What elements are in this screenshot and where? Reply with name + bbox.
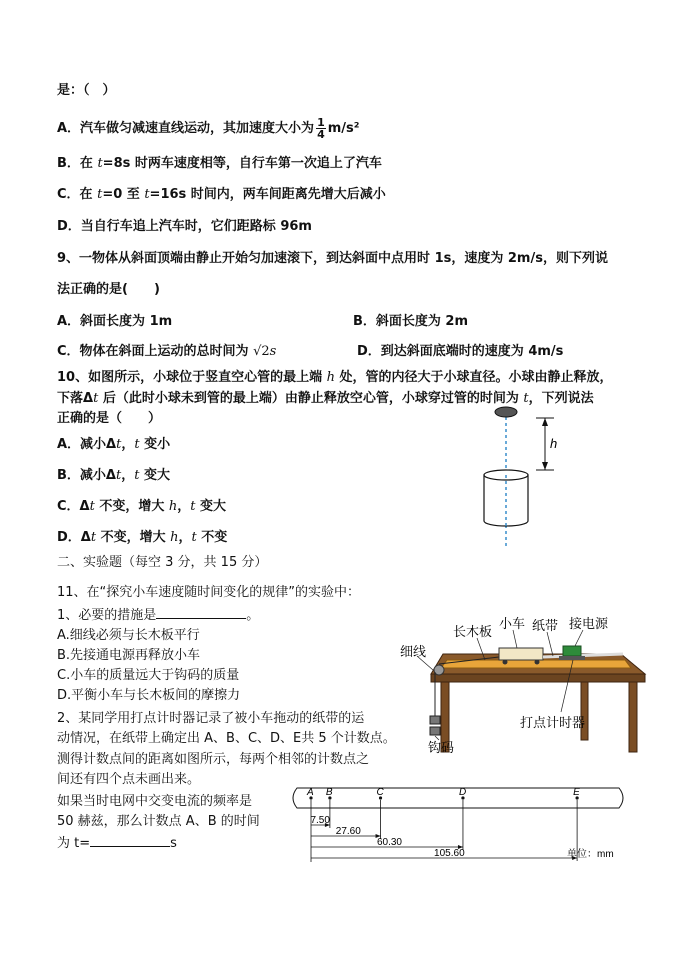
q10-d-mid2: ， <box>178 530 192 545</box>
label-string: 细线 <box>400 644 427 659</box>
timer-base <box>559 656 585 660</box>
ball <box>495 407 517 417</box>
option-c-post: =16s 时间内，两车间距离先增大后减小 <box>149 187 386 202</box>
q10-l1-post: 处，管的内径大于小球直径。小球由静止释放， <box>335 370 613 385</box>
q11-option-b: B.先接通电源再释放小车 <box>57 648 201 663</box>
prev-stem-tail: 是：（ ） <box>57 83 116 98</box>
answer-blank[interactable] <box>156 618 246 619</box>
q11-sub3-pre: 为 t= <box>57 836 91 851</box>
option-c-pre: C．物体在斜面上运动的总时间为 <box>57 344 254 359</box>
var-t: t <box>523 391 529 406</box>
q10-b-post: 变大 <box>139 468 170 483</box>
q11-option-d: D.平衡小车与长木板间的摩擦力 <box>57 688 241 703</box>
var-t: t <box>97 156 103 171</box>
q10-l2-pre: 下落Δ <box>57 391 94 406</box>
q10-l2-post: ，下列说法 <box>528 391 594 406</box>
tape-distance-label: 27.60 <box>335 826 361 837</box>
answer-blank-time[interactable] <box>90 846 170 847</box>
leader-tape <box>547 632 553 656</box>
q10-stem-line3: 正确的是（ ） <box>57 411 162 426</box>
q11-sub2-line1: 2、某同学用打点计时器记录了被小车拖动的纸带的运 <box>57 711 365 726</box>
q11-sub3-line1: 如果当时电网中交变电流的频率是 <box>57 794 253 809</box>
var-t: t <box>89 499 95 514</box>
q10-d-post: 不变 <box>196 530 228 545</box>
var-t: t <box>90 530 97 545</box>
fraction <box>316 117 326 140</box>
q10-stem-line1 <box>57 368 613 388</box>
option-a-text: A．汽车做匀减速直线运动，其加速度大小为 <box>57 121 315 136</box>
tape-point-label: E <box>573 787 580 798</box>
var-t: t <box>97 187 103 202</box>
q10-l1-pre: 10、如图所示，小球位于竖直空心管的最上端 <box>57 370 327 385</box>
weight-top <box>430 716 440 724</box>
var-t: t <box>116 437 122 452</box>
q11-sub3-line2: 50 赫兹，那么计数点 A、B 的时间 <box>57 814 260 829</box>
q10-b-pre: B．减小Δ <box>57 468 116 483</box>
tape-distance-label: 60.30 <box>376 837 403 848</box>
tape-distance-label: 105.60 <box>434 848 465 859</box>
q10-c-mid: 不变，增大 <box>94 499 169 514</box>
var-t: t <box>115 468 122 483</box>
q11-option-a: A.细线必须与长木板平行 <box>57 628 200 643</box>
unit-s: s <box>269 344 277 359</box>
var-h: h <box>170 530 179 545</box>
q11-sub3-post: s <box>170 836 177 851</box>
q10-l2-mid: 后（此时小球未到管的最上端）由静止释放空心管，小球穿过管的时间为 <box>98 391 524 406</box>
prev-option-c <box>57 185 386 205</box>
q9-stem-line2: 法正确的是( ) <box>57 282 160 297</box>
unit-label: 单位：mm <box>567 849 614 860</box>
tape-point-label: C <box>376 787 384 798</box>
tape-distance-label: 7.50 <box>310 815 330 826</box>
q11-option-c: C.小车的质量远大于钩码的质量 <box>57 668 240 683</box>
q10-c-pre: C．Δ <box>57 499 90 514</box>
var-t: t <box>134 437 140 452</box>
q10-a-mid: ， <box>121 437 135 452</box>
var-t: t <box>190 499 196 514</box>
table-edge <box>431 674 645 682</box>
q9-option-a: A．斜面长度为 1m <box>57 314 173 329</box>
q10-option-a <box>57 435 170 455</box>
q10-a-pre: A．减小Δ <box>57 437 117 452</box>
q10-d-pre: D．Δ <box>57 530 91 545</box>
option-c-mid: =0 至 <box>102 187 145 202</box>
prev-option-b <box>57 154 382 174</box>
var-t: t <box>134 468 140 483</box>
option-c-pre: C．在 <box>57 187 98 202</box>
cart-experiment-figure <box>395 612 657 764</box>
q11-sub1-post: 。 <box>246 608 260 623</box>
ball-tube-figure <box>470 405 570 547</box>
timer-body <box>563 646 581 656</box>
label-timer: 打点计时器 <box>520 715 586 730</box>
label-weight: 钩码 <box>428 740 455 755</box>
h-arrow-down <box>542 462 548 470</box>
weight-bottom <box>430 727 440 735</box>
q9-option-d: D．到达斜面底端时的速度为 4m/s <box>357 344 564 359</box>
q11-sub2-line2: 动情况，在纸带上确定出 A、B、C、D、E共 5 个计数点。 <box>57 731 396 746</box>
h-label: h <box>550 436 558 451</box>
var-h: h <box>168 499 178 514</box>
q10-a-post: 变小 <box>139 437 171 452</box>
var-t: t <box>191 530 197 545</box>
q9-stem-line1: 9、一物体从斜面顶端由静止开始匀加速滚下，到达斜面中点用时 1s，速度为 2m/s，则下列说 <box>57 251 608 266</box>
sqrt-two: √2 <box>253 344 270 359</box>
q9-option-c <box>57 342 276 362</box>
cart-body <box>499 648 543 660</box>
cart-wheel <box>535 660 540 665</box>
leader-power <box>575 630 583 646</box>
label-board: 长木板 <box>453 624 493 639</box>
q11-sub2-line3: 测得计数点间的距离如图所示，每两个相邻的计数点之 <box>57 752 370 767</box>
option-b-post: =8s 时两车速度相等，自行车第一次追上了汽车 <box>102 156 382 171</box>
q10-option-d <box>57 528 227 548</box>
q9-option-b: B．斜面长度为 2m <box>353 314 469 329</box>
leader-cart <box>513 630 517 648</box>
var-t: t <box>144 187 150 202</box>
q10-b-mid: ， <box>121 468 135 483</box>
q10-d-mid: 不变，增大 <box>96 530 171 545</box>
tape-point-label: D <box>458 787 467 798</box>
label-power: 接电源 <box>569 616 609 631</box>
q11-sub1 <box>57 606 259 626</box>
h-arrow-up <box>542 418 548 426</box>
table-leg-right <box>629 682 637 752</box>
paper-tape-figure <box>283 784 633 864</box>
option-b-pre: B．在 <box>57 156 98 171</box>
fraction-denominator: 4 <box>317 128 325 141</box>
option-a-unit: m/s² <box>327 121 360 136</box>
label-tape: 纸带 <box>532 618 559 633</box>
q10-c-mid2: ， <box>177 499 191 514</box>
q10-c-post: 变大 <box>195 499 227 514</box>
var-h: h <box>326 370 335 385</box>
tape-point-label: A <box>307 787 314 798</box>
tape-point-label: B <box>325 787 333 798</box>
section-heading: 二、实验题（每空 3 分，共 15 分） <box>57 555 268 570</box>
q11-sub3-line3 <box>57 834 177 854</box>
q11-title: 11、在“探究小车速度随时间变化的规律”的实验中： <box>57 585 361 600</box>
var-t: t <box>93 391 99 406</box>
fraction-numerator: 1 <box>317 116 325 129</box>
table-leg-mid <box>581 682 588 740</box>
prev-option-a <box>57 117 359 140</box>
cart-wheel <box>503 660 508 665</box>
q10-option-b <box>57 466 170 486</box>
q10-option-c <box>57 497 226 517</box>
label-cart: 小车 <box>499 616 526 631</box>
prev-option-d: D．当自行车追上汽车时，它们距路标 96m <box>57 219 312 234</box>
q11-sub2-line4: 间还有四个点未画出来。 <box>57 772 201 787</box>
q11-sub1-pre: 1、必要的措施是 <box>57 608 157 623</box>
